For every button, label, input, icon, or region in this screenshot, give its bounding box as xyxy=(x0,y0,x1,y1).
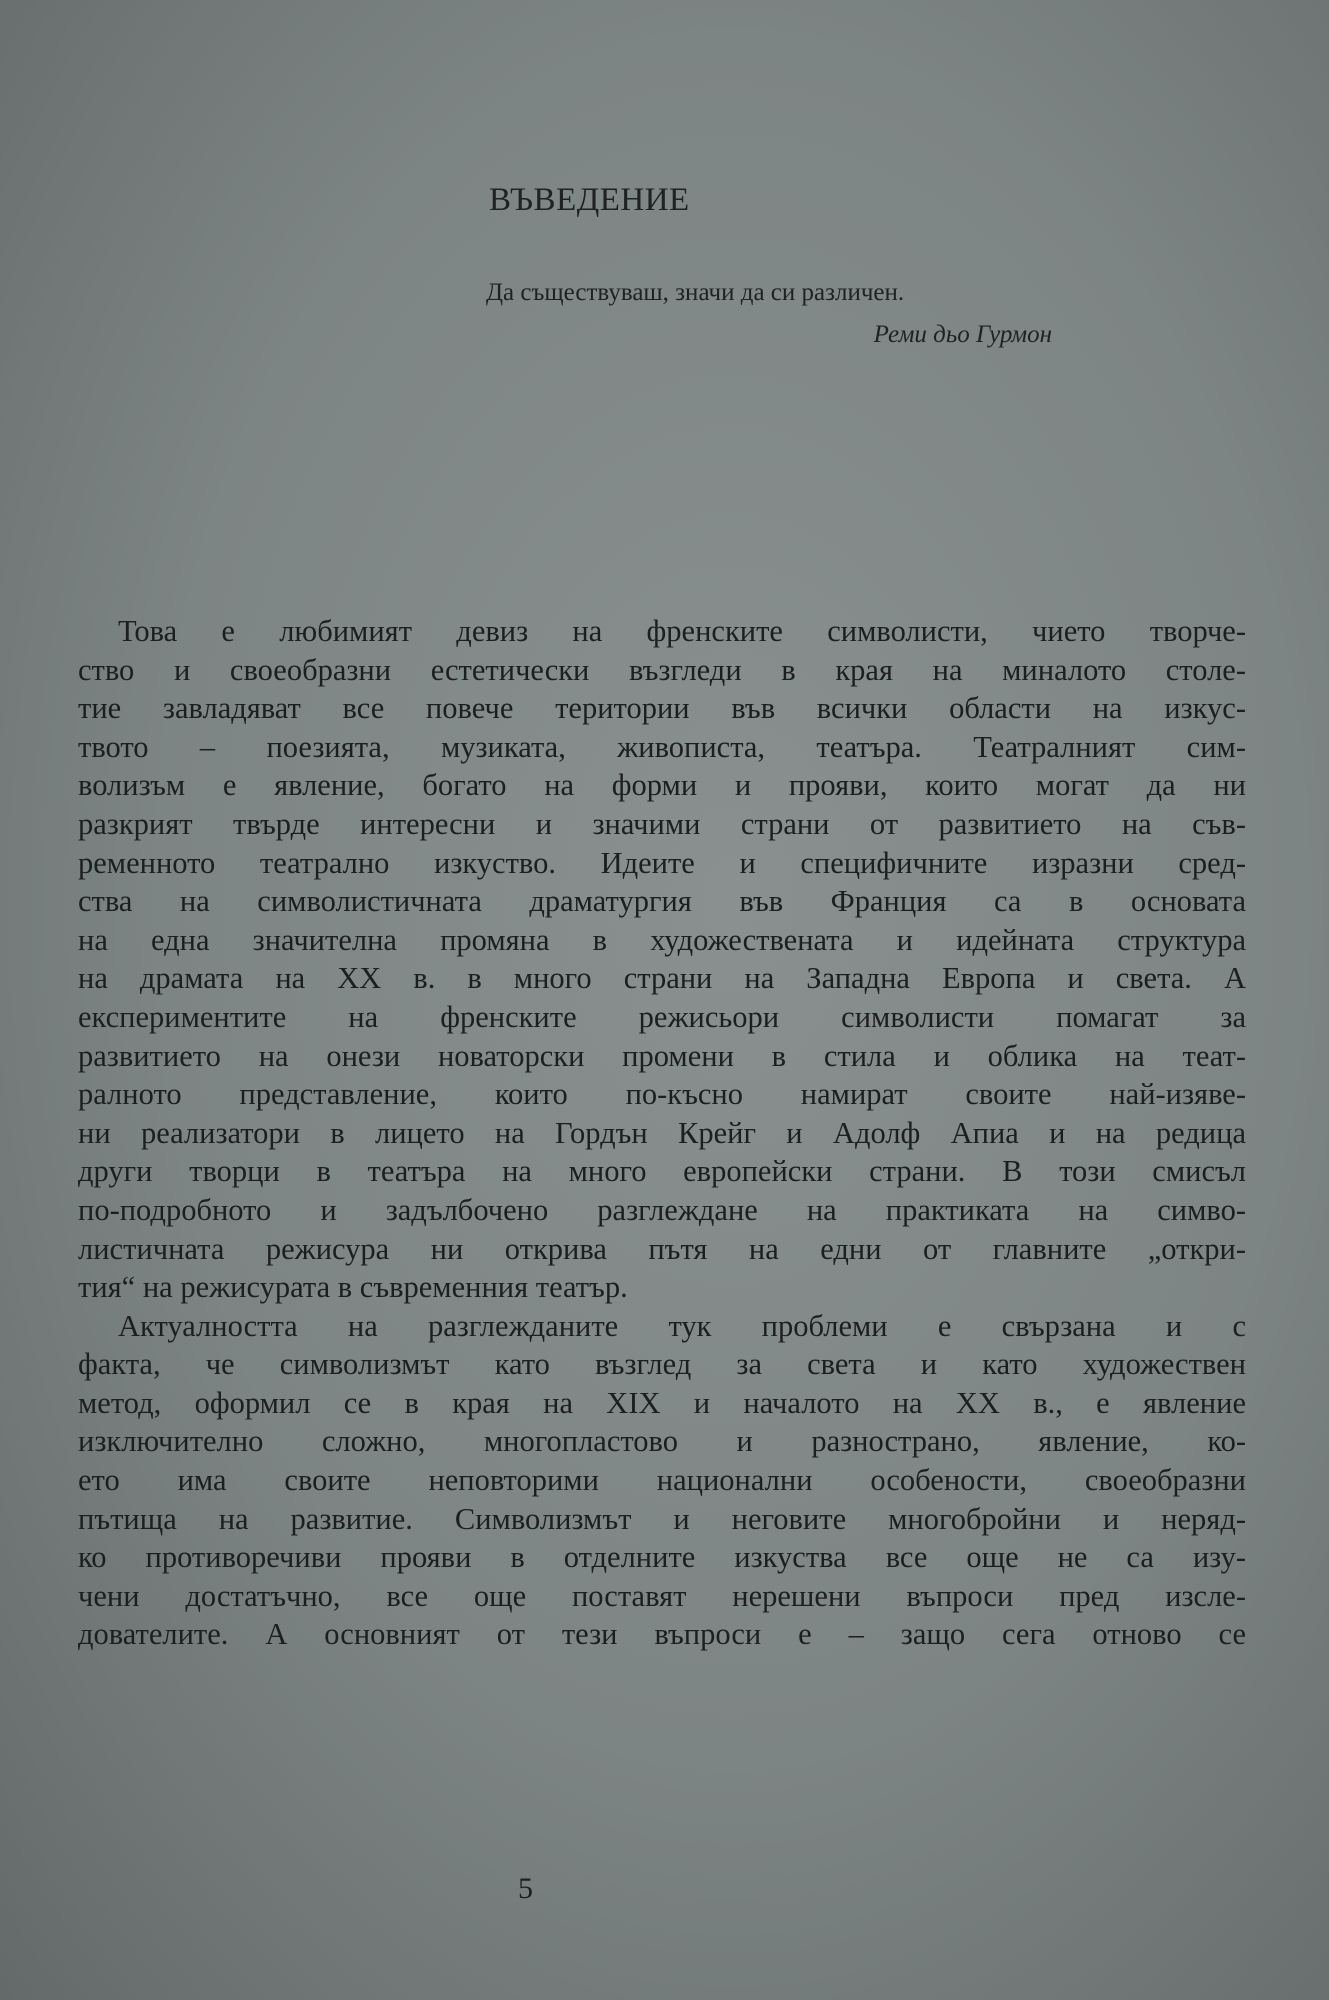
text-line: волизъм е явление, богато на форми и прояви, които могат да ни xyxy=(78,768,1246,803)
text-line: пътища на развитие. Символизмът и неговите многобройни и неряд- xyxy=(78,1501,1246,1536)
text-line: тие завладяват все повече територии във всички области на изкус- xyxy=(78,691,1246,726)
text-line: ралното представление, които по-късно намират своите най-изяве- xyxy=(78,1077,1246,1112)
text-line: тия“ на режисурата в съвременния театър. xyxy=(78,1270,628,1305)
text-line: развитието на онези новаторски промени в стила и облика на теат- xyxy=(78,1038,1246,1073)
epigraph xyxy=(486,272,1056,356)
text-line: други творци в театъра на много европейски страни. В този смисъл xyxy=(78,1154,1246,1189)
text-line: на драмата на XX в. в много страни на Западна Европа и света. А xyxy=(78,961,1246,996)
text-line: метод, оформил се в края на XIX и началото на XX в., е явление xyxy=(78,1385,1246,1420)
text-line: ременното театрално изкуство. Идеите и специфичните изразни сред- xyxy=(78,845,1246,880)
text-line: ни реализатори в лицето на Гордън Крейг и Адолф Апиа и на редица xyxy=(78,1115,1246,1150)
text-line: ко противоречиви прояви в отделните изкуства все още не са изу- xyxy=(78,1540,1246,1575)
text-line: твото – поезията, музиката, живописта, театъра. Театралният сим- xyxy=(78,729,1246,764)
text-line: Това е любимият девиз на френските символисти, чието творче- xyxy=(118,614,1246,648)
text-line: разкрият твърде интересни и значими страни от развитието на съв- xyxy=(78,806,1246,841)
text-line: ето има своите неповторими национални особености, своеобразни xyxy=(78,1463,1246,1498)
chapter-heading: ВЪВЕДЕНИЕ xyxy=(489,182,690,218)
text-line: ство и своеобразни естетически възгледи в края на миналото столе- xyxy=(78,652,1246,687)
text-line: изключително сложно, многопластово и разнострано, явление, ко- xyxy=(78,1424,1246,1459)
text-line: дователите. А основният от тези въпроси е – защо сега отново се xyxy=(78,1617,1246,1652)
text-line: експериментите на френските режисьори символисти помагат за xyxy=(78,999,1246,1034)
text-line: ства на символистичната драматургия във Франция са в основата xyxy=(78,884,1246,919)
text-line: листичната режисура ни открива пътя на едни от главните „откри- xyxy=(78,1231,1246,1266)
epigraph-quote: Да съществуваш, значи да си различен. xyxy=(486,279,905,306)
text-line: факта, че символизмът като възглед за света и като художествен xyxy=(78,1347,1246,1382)
text-line: на една значителна промяна в художествената и идейната структура xyxy=(78,922,1246,957)
text-line: чени достатъчно, все още поставят нерешени въпроси пред изсле- xyxy=(78,1578,1246,1613)
text-line: по-подробното и задълбочено разглеждане на практиката на симво- xyxy=(78,1192,1246,1227)
page-number: 5 xyxy=(518,1872,533,1905)
body-text xyxy=(78,612,1246,1654)
text-line: Актуалността на разглежданите тук проблеми е свързана и с xyxy=(118,1308,1246,1343)
epigraph-author: Реми дьо Гурмон xyxy=(873,321,1052,348)
